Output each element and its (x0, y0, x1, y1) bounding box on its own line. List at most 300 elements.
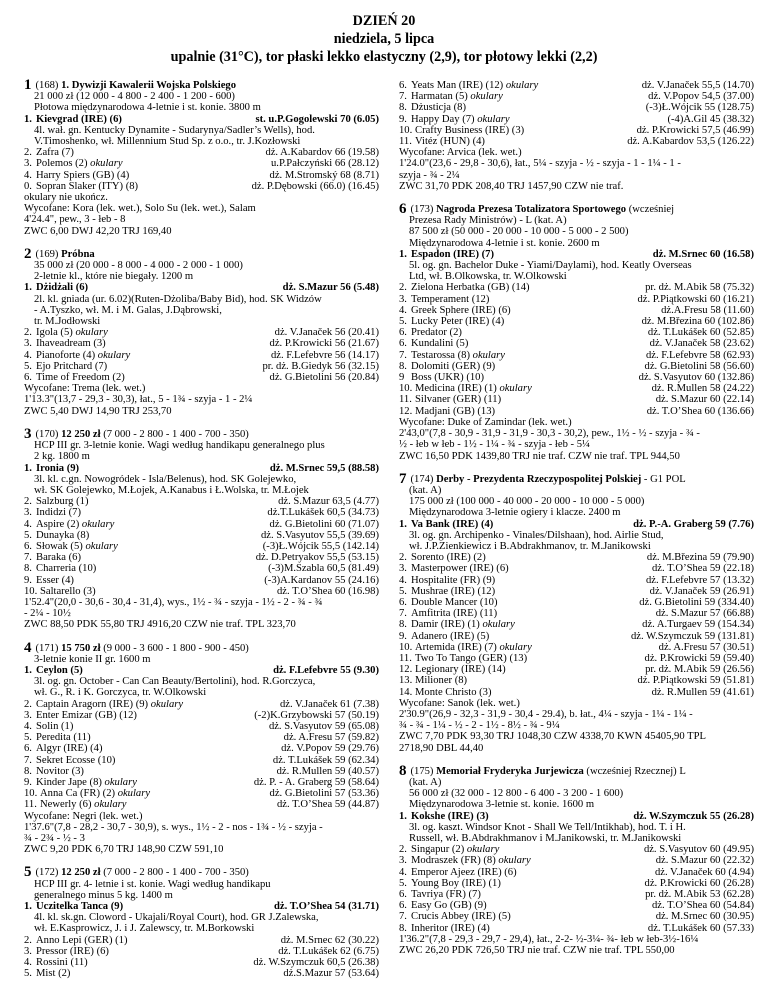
runner-row (399, 900, 754, 911)
race-footer-line: ZWC 31,70 PDK 208,40 TRJ 1457,90 CZW nie traf. (399, 180, 624, 192)
race-conditions: Płotowa międzynarodowa 4-letnie i st. konie. 3800 m (34, 102, 261, 114)
runner-name-cell (399, 687, 648, 698)
runner-name-cell (24, 552, 252, 563)
runner-name-cell (399, 923, 644, 934)
horse-name: Monte Christo (3) (415, 686, 492, 698)
horse-name: Tavriya (FR) (7) (411, 889, 481, 901)
race-code: (174) (410, 473, 437, 485)
horse-name: Uczitelka Tanca (9) (36, 901, 124, 913)
jockey-weight-odds: (-3)M.Szabla 60,5 (81.49) (268, 563, 379, 575)
horse-name: Adanero (IRE) (5) (411, 630, 490, 642)
jockey-weight-odds: dż. G.Bietolini 57 (53.36) (269, 788, 379, 800)
finish-position: 8. (399, 360, 407, 372)
winner-pedigree: 3l. kl. c.gn. Nowogródek - Isla/Belenus), hod. SK Golejewko, (34, 473, 297, 485)
finish-position: 6. (399, 327, 407, 339)
race-footer-line: Wycofane: Trema (lek. wet.) (24, 383, 146, 395)
runner-row (24, 968, 379, 979)
horse-name: Igola (5) (36, 327, 73, 339)
race-name: Próbna (61, 248, 95, 260)
jockey-weight-odds: pr. dż. M.Abik 53 (62.28) (645, 889, 754, 901)
race-footer-line: ½ - łeb w łeb - 1½ - 1¼ - ¾ - szyja - łeb - 5¼ (399, 439, 590, 451)
runner-row (399, 811, 754, 822)
jockey-weight-odds: dż. P.Piątkowski 59 (51.81) (637, 675, 754, 687)
runner-row (24, 575, 379, 586)
race-title-line (24, 639, 379, 656)
winner-pedigree: 5l. og. gn. Bachelor Duke - Yiami/Daylami), hod. Keatly Overseas (409, 260, 692, 272)
horse-name: Newerly (6) (40, 799, 92, 811)
day-date: niedziela, 5 lipca (333, 31, 435, 47)
runner-row (399, 552, 754, 563)
race-name-suffix: (wcześniej (626, 204, 675, 216)
race-block-continued (399, 80, 754, 192)
horse-name: Kokshe (IRE) (3) (411, 810, 489, 822)
winner-pedigree: wł. G., R. i K. Gorczyca, tr. W.Olkowski (34, 687, 207, 699)
finish-position: 1. (24, 113, 32, 125)
runner-name-cell (24, 699, 276, 710)
finish-position: 6. (399, 80, 407, 91)
finish-position: 13. (399, 675, 413, 687)
jockey-weight-odds: dż. M.Srnec 60 (16.58) (652, 248, 754, 260)
jockey-weight-odds: dż. G.Bietolini 59 (334.40) (639, 596, 754, 608)
finish-position: 11. (399, 394, 412, 406)
race-code: (168) (35, 80, 62, 91)
finish-position: 9. (24, 574, 32, 586)
race-number: 6 (399, 201, 407, 218)
runner-row (399, 855, 754, 866)
runner-row (399, 923, 754, 934)
horse-name: Zielona Herbatka (GB) (14) (411, 282, 530, 294)
finish-position: 2. (399, 552, 407, 564)
race-number: 3 (24, 425, 32, 442)
finish-position: 5. (24, 968, 32, 980)
horse-name: Zafra (7) (36, 147, 74, 159)
runner-row (399, 844, 754, 855)
race-footer-line: - 2¼ - 10½ (24, 608, 71, 620)
horse-name: Lucky Peter (IRE) (4) (411, 316, 505, 328)
winner-pedigree: - A.Tyszko, wł. M. i M. Galas, J.Dąbrowski, (34, 304, 222, 316)
jockey-weight-odds: dż.T.Lukášek 60,5 (34.73) (267, 507, 379, 519)
race-code: (173) (410, 204, 437, 216)
jockey-weight-odds: dż. V.Popov 54,5 (37.00) (648, 91, 754, 103)
finish-position: 7. (399, 91, 407, 103)
jockey-weight-odds: dż. V.Janaček 61 (7.38) (279, 698, 379, 710)
finish-position: 12. (399, 405, 413, 417)
runner-name-cell (24, 350, 267, 361)
runner-row (24, 372, 379, 383)
runner-name-cell (24, 507, 263, 518)
horse-name: Novitor (3) (36, 765, 84, 777)
finish-position: 7. (399, 349, 407, 361)
race-name: 15 750 zł (61, 642, 101, 654)
finish-position: 12. (399, 664, 413, 676)
race-conditions: (kat. A) (409, 776, 442, 788)
finish-position: 4. (24, 349, 32, 361)
runner-row (24, 901, 379, 912)
race-block (24, 77, 379, 237)
runner-name-cell (399, 855, 652, 866)
horse-name: Harry Spiers (GB) (4) (36, 169, 130, 181)
runner-row (24, 799, 379, 810)
runner-row (24, 586, 379, 597)
horse-name: Hospitalite (FR) (9) (411, 574, 496, 586)
results-columns (24, 77, 754, 980)
race-name-suffix: (9 000 - 3 600 - 1 800 - 900 - 450) (100, 642, 249, 654)
horse-name: Kinder Jape (8) (36, 776, 102, 788)
runner-name-cell (399, 372, 635, 383)
runner-row (24, 732, 379, 743)
equipment-note: okulary (472, 349, 506, 361)
jockey-weight-odds: (-2)K.Grzybowski 57 (50.19) (254, 709, 379, 721)
finish-position: 10. (399, 124, 413, 136)
horse-name: Anno Lepi (GER) (1) (36, 934, 128, 946)
finish-position: 3. (399, 563, 407, 575)
runner-name-cell (399, 394, 652, 405)
runner-row (399, 294, 754, 305)
race-footer-line: Wycofane: Arvica (lek. wet.) (399, 147, 522, 159)
horse-name: Sopran Slaker (ITY) (8) (36, 180, 139, 192)
jockey-weight-odds: dż. T.O’Shea 59 (22.18) (652, 563, 754, 575)
runner-name-cell (399, 653, 641, 664)
equipment-note: okulary (499, 383, 532, 395)
race-footer-line: 1'36.2"(7,8 - 29,3 - 29,7 - 29,4), łat., 2-2- ½-3¼- ¾- łeb w łeb-3½-16¼ (399, 933, 699, 945)
jockey-weight-odds: (-4)A.Gil 45 (38.32) (667, 113, 754, 125)
equipment-note: okulary (477, 113, 510, 125)
runner-name-cell (24, 563, 264, 574)
runner-row (399, 519, 754, 530)
runner-row (399, 406, 754, 417)
runner-name-cell (24, 496, 274, 507)
jockey-weight-odds: dż. G.Bietolini 60 (71.07) (269, 518, 379, 530)
runner-name-cell (24, 946, 274, 957)
runner-name-cell (399, 80, 638, 91)
horse-name: Dżidżali (6) (36, 282, 89, 294)
runner-row (24, 665, 379, 676)
jockey-weight-odds: dż. S.Vasyutov 60 (132.86) (638, 372, 754, 384)
finish-position: 6. (399, 596, 407, 608)
runner-name-cell (399, 664, 641, 675)
runner-name-cell (24, 181, 248, 192)
jockey-weight-odds: dż. P.-A. Graberg 59 (7.76) (633, 518, 754, 530)
equipment-note: okulary (104, 776, 137, 788)
equipment-note: okulary (505, 80, 539, 91)
horse-name: Saltarello (3) (40, 585, 96, 597)
finish-position: 5. (399, 585, 407, 597)
horse-name: Damir (IRE) (1) (411, 619, 480, 631)
runner-name-cell (24, 530, 257, 541)
horse-name: Modraszek (FR) (8) (411, 855, 496, 867)
equipment-note: okulary (94, 799, 127, 811)
finish-position: 0. (24, 180, 32, 192)
runner-row (24, 327, 379, 338)
jockey-weight-odds: dż. W.Szymczuk 60,5 (26.38) (253, 957, 379, 969)
runner-name-cell (399, 900, 648, 911)
runner-name-cell (24, 575, 260, 586)
finish-position: 9. (399, 630, 407, 642)
race-name-suffix: (7 000 - 2 800 - 1 400 - 700 - 350) (100, 428, 249, 440)
horse-name: Time of Freedom (2) (36, 372, 125, 384)
runner-row (24, 563, 379, 574)
runner-row (24, 743, 379, 754)
runner-row (399, 687, 754, 698)
race-footer-line: 2'43,0"(7,8 - 30,9 - 31,9 - 31,9 - 30,3 - 30,2), pew., 1½ - ½ - szyja - ¾ - (399, 428, 700, 440)
finish-position: 3. (24, 945, 32, 957)
race-footer-line: ¾ - 2¾ - ½ - 3 (24, 833, 85, 844)
runner-row (399, 249, 754, 260)
jockey-weight-odds: u.P.Pałczyński 66 (28.12) (271, 158, 379, 170)
runner-row (24, 777, 379, 788)
race-title-line (24, 864, 379, 881)
horse-name: Rossini (11) (36, 957, 88, 969)
jockey-weight-odds: (-3)A.Kardanov 55 (24.16) (264, 574, 379, 586)
runner-name-cell (399, 911, 652, 922)
runner-name-cell (399, 631, 627, 642)
runner-row (399, 305, 754, 316)
runner-row (24, 350, 379, 361)
horse-name: Baraka (6) (36, 552, 81, 564)
race-block (24, 425, 379, 631)
horse-name: Dunayka (8) (36, 529, 90, 541)
horse-name: Greek Sphere (IRE) (6) (411, 304, 511, 316)
race-block (399, 762, 754, 957)
jockey-weight-odds: dż. V.Janaček 60 (4.94) (654, 866, 754, 878)
finish-position: 1. (24, 282, 32, 294)
horse-name: Mushrae (IRE) (12) (411, 585, 496, 597)
jockey-weight-odds: dż. G.Bietolini 56 (20.84) (269, 372, 379, 384)
runner-name-cell (399, 597, 635, 608)
horse-name: Kundalini (5) (411, 338, 469, 350)
runner-row (24, 519, 379, 530)
horse-name: Yeats Man (IRE) (12) (411, 80, 504, 91)
finish-position: 10. (24, 788, 38, 800)
jockey-weight-odds: dż. V.Janaček 58 (23.62) (649, 338, 754, 350)
jockey-weight-odds: dż. T.Lukášek 60 (52.85) (647, 327, 754, 339)
runner-name-cell (24, 327, 271, 338)
jockey-weight-odds: dż. W.Szymczuk 55 (26.28) (633, 810, 754, 822)
runner-row (399, 394, 754, 405)
runner-row (399, 867, 754, 878)
finish-position: 1. (24, 901, 32, 913)
horse-name: Emperor Ajeez (IRE) (6) (411, 866, 517, 878)
horse-name: Crafty Business (IRE) (3) (415, 124, 525, 136)
jockey-weight-odds: dż. T.O’Shea 54 (31.71) (274, 901, 379, 913)
jockey-weight-odds: dż. G.Bietolini 58 (56.60) (644, 360, 754, 372)
runner-name-cell (399, 519, 629, 530)
horse-name: Kievgrad (IRE) (6) (36, 113, 122, 125)
runner-name-cell (399, 608, 652, 619)
left-column (24, 77, 379, 980)
race-conditions: 3-letnie konie II gr. 1600 m (34, 653, 151, 665)
race-title-line (399, 762, 754, 779)
race-block (399, 201, 754, 462)
runner-row (24, 935, 379, 946)
runner-name-cell (24, 463, 266, 474)
jockey-weight-odds: dż. M.Srnec 62 (30.22) (280, 934, 379, 946)
runner-name-cell (24, 710, 250, 721)
race-name-suffix: (wcześniej Rzecznej) L (583, 765, 686, 777)
horse-name: Testarossa (8) (411, 349, 470, 361)
runner-name-cell (399, 125, 633, 136)
runner-row (24, 463, 379, 474)
horse-name: Sekret Ecosse (10) (36, 754, 116, 766)
race-title-line (24, 245, 379, 262)
runner-name-cell (24, 665, 269, 676)
finish-position: 3. (24, 158, 32, 170)
race-footer-line: 4'24.4", pew., 3 - łeb - 8 (24, 214, 126, 226)
finish-position: 2. (24, 698, 32, 710)
runner-row (399, 597, 754, 608)
runner-row (24, 710, 379, 721)
track-conditions: upalnie (31°C), tor płaski lekko elastyczny (2,9), tor płotowy lekki (2,2) (170, 49, 598, 65)
runner-name-cell (24, 541, 259, 552)
runner-name-cell (24, 901, 270, 912)
jockey-weight-odds: dż. T.O’Shea 60 (136.66) (646, 405, 754, 417)
jockey-weight-odds: st. u.P.Gogolewski 70 (6.05) (255, 113, 379, 125)
jockey-weight-odds: dż. A.Kabardov 53,5 (126.22) (627, 136, 754, 148)
finish-position: 1. (24, 664, 32, 676)
race-conditions: 21 000 zł (12 000 - 4 800 - 2 400 - 1 200 - 600) (34, 91, 235, 103)
horse-name: Artemida (IRE) (7) (415, 641, 497, 653)
runner-name-cell (24, 519, 266, 530)
jockey-weight-odds: dż. A.Turgaev 59 (154.34) (642, 619, 754, 631)
jockey-weight-odds: dż. S.Mazur 63,5 (4.77) (278, 496, 379, 508)
race-name: 12 250 zł (61, 428, 101, 440)
race-conditions: 175 000 zł (100 000 - 40 000 - 20 000 - 10 000 - 5 000) (409, 496, 645, 508)
winner-pedigree: 3l. og. kaszt. Windsor Knot - Shall We Tell/Intikhab), hod. T. i H. (409, 821, 686, 833)
race-number: 4 (24, 639, 32, 656)
winner-pedigree: 3l. og. gn. October - Can Can Beauty/Bertolini), hod. R.Gorczyca, (34, 676, 316, 688)
runner-row (399, 642, 754, 653)
finish-position: 3. (24, 507, 32, 519)
horse-name: Inheritor (IRE) (4) (411, 922, 490, 934)
race-block (24, 639, 379, 856)
runner-row (24, 721, 379, 732)
jockey-weight-odds: pr. dż. B.Giedyk 56 (32.15) (262, 360, 379, 372)
runner-row (24, 766, 379, 777)
jockey-weight-odds: dż. P.Krowicki 56 (21.67) (269, 338, 379, 350)
runner-name-cell (399, 305, 657, 316)
runner-row (399, 586, 754, 597)
jockey-weight-odds: dż. M.Březina 60 (102.86) (641, 316, 754, 328)
horse-name: Charreria (10) (36, 563, 97, 575)
runner-row (399, 619, 754, 630)
finish-position: 5. (399, 877, 407, 889)
race-block (24, 864, 379, 980)
runner-name-cell (399, 350, 642, 361)
runner-row (24, 699, 379, 710)
runner-name-cell (399, 889, 641, 900)
runner-row (399, 102, 754, 113)
jockey-weight-odds: dż. V.Popov 59 (29.76) (281, 743, 379, 755)
runner-name-cell (399, 642, 655, 653)
runner-name-cell (399, 282, 641, 293)
horse-name: Ceylon (5) (36, 664, 83, 676)
race-name: Nagroda Prezesa Totalizatora Sportowego (436, 204, 627, 216)
race-title-line (24, 425, 379, 442)
horse-name: Dolomiti (GER) (9) (411, 360, 496, 372)
runner-name-cell (399, 575, 642, 586)
horse-name: Madjani (GB) (13) (415, 405, 496, 417)
runner-row (24, 181, 379, 192)
equipment-note: okulary (482, 619, 515, 631)
runner-name-cell (24, 338, 266, 349)
runner-name-cell (399, 552, 643, 563)
runner-row (399, 327, 754, 338)
race-footer-line: ZWC 9,20 PDK 6,70 TRJ 148,90 CZW 591,10 (24, 844, 224, 856)
race-code: (170) (35, 428, 62, 440)
horse-name: Crucis Abbey (IRE) (5) (411, 911, 511, 923)
runner-row (399, 664, 754, 675)
runner-row (399, 136, 754, 147)
finish-position: 8. (24, 563, 32, 575)
race-conditions: 87 500 zł (50 000 - 20 000 - 10 000 - 5 000 - 2 500) (409, 226, 629, 238)
finish-position: 9. (399, 113, 407, 125)
runner-row (399, 338, 754, 349)
jockey-weight-odds: pr. dż. M.Abik 58 (75.32) (645, 282, 754, 294)
horse-name: Peredita (11) (36, 732, 91, 744)
equipment-note: okulary (85, 540, 118, 552)
race-conditions: Międzynarodowa 4-letnie i st. konie. 2600 m (409, 237, 600, 249)
runner-name-cell (24, 799, 273, 810)
horse-name: Espadon (IRE) (7) (411, 248, 495, 260)
runner-name-cell (24, 158, 267, 169)
finish-position: 6. (399, 900, 407, 912)
race-name: Memoriał Fryderyka Jurjewicza (436, 765, 584, 777)
horse-name: Amfitrita (IRE) (11) (411, 608, 498, 620)
runner-name-cell (399, 136, 623, 147)
race-footer-line: ZWC 16,50 PDK 1439,80 TRJ nie traf. CZW nie traf. TPL 944,50 (399, 450, 680, 462)
finish-position: 8. (24, 765, 32, 777)
winner-pedigree: Russell, wł. B.Abdrakhmanov i M.Janikowski, tr. M.Janikowski (409, 833, 682, 844)
finish-position: 8. (399, 619, 407, 631)
finish-position: 3. (399, 855, 407, 867)
runner-row (24, 507, 379, 518)
runner-row (399, 80, 754, 91)
horse-name: Silvaner (GER) (11) (415, 394, 502, 406)
horse-name: Dżusticja (8) (411, 102, 467, 114)
runner-row (24, 552, 379, 563)
finish-position: 10. (399, 641, 413, 653)
race-conditions: 35 000 zł (20 000 - 8 000 - 4 000 - 2 000 - 1 000) (34, 260, 243, 272)
race-conditions: Międzynarodowa 3-letnie st. konie. 1600 m (409, 799, 595, 811)
race-footer-line: Wycofane: Sanok (lek. wet.) (399, 697, 520, 709)
finish-position: 11. (24, 799, 37, 811)
runner-row (24, 147, 379, 158)
jockey-weight-odds: dż. M.Srnec 59,5 (88.58) (269, 462, 379, 474)
jockey-weight-odds: dż. M.Stromský 68 (8.71) (269, 169, 379, 181)
finish-position: 6. (24, 540, 32, 552)
runner-row (24, 158, 379, 169)
runner-row (399, 675, 754, 686)
jockey-weight-odds: dż. T.O’Shea 59 (44.87) (277, 799, 379, 811)
horse-name: Anna Ca (FR) (2) (40, 788, 116, 800)
jockey-weight-odds: dż. P.Piątkowski 60 (16.21) (637, 293, 754, 305)
race-conditions: Prezesa Rady Ministrów) - L (kat. A) (409, 215, 567, 227)
horse-name: Enter Emizar (GB) (12) (36, 709, 137, 721)
horse-name: Legionary (IRE) (14) (415, 664, 506, 676)
equipment-note: okulary (97, 349, 131, 361)
runner-name-cell (399, 406, 643, 417)
runner-name-cell (399, 327, 644, 338)
day-header (0, 0, 768, 66)
runner-name-cell (24, 721, 265, 732)
runner-name-cell (24, 755, 269, 766)
runner-name-cell (399, 316, 638, 327)
runner-name-cell (24, 957, 249, 968)
runner-row (399, 316, 754, 327)
runner-name-cell (399, 619, 638, 630)
jockey-weight-odds: dż. F.Lefebvre 58 (62.93) (646, 349, 754, 361)
jockey-weight-odds: dż. S.Mazur 56 (5.48) (282, 282, 379, 294)
